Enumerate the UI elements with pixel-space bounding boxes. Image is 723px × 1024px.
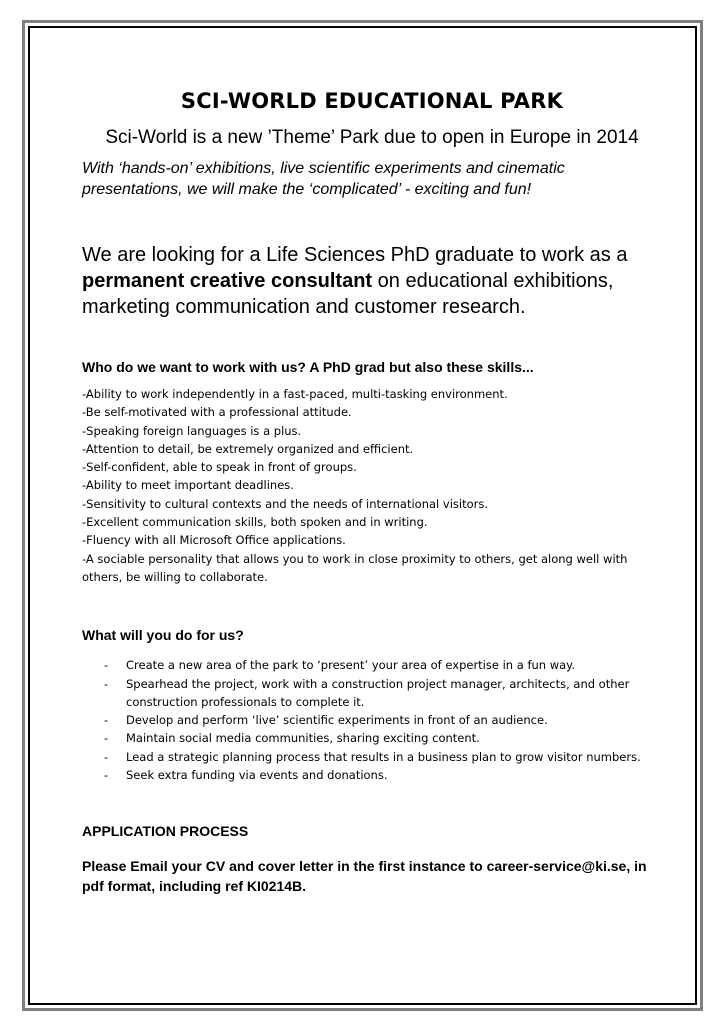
list-item: -Sensitivity to cultural contexts and the needs of international visitors. (82, 496, 489, 511)
list-item: - Create a new area of the park to ‘present’ your area of expertise in a fun way. (82, 656, 662, 674)
duties-heading: What will you do for us? (82, 627, 244, 644)
list-item: -Ability to meet important deadlines. (82, 478, 294, 493)
list-item: -Attention to detail, be extremely organized and efficient. (82, 441, 414, 456)
bullet-dash: - (104, 713, 109, 728)
position-text-before: We are looking for a Life Sciences PhD graduate to work as a (82, 244, 628, 266)
subtitle: Sci-World is a new ’Theme’ Park due to open in Europe in 2014 (105, 127, 639, 148)
list-item: -Be self-motivated with a professional attitude. (82, 405, 352, 420)
bullet-dash: - (104, 731, 109, 746)
list-item: -Fluency with all Microsoft Office applications. (82, 533, 346, 548)
list-item: -A sociable personality that allows you to work in close proximity to others, get along well with others, be willing to collaborate. (82, 551, 628, 584)
bullet-dash: - (104, 768, 109, 783)
position-text-after: on educational exhibitions, marketing communication and customer research. (82, 270, 614, 318)
list-item: - Develop and perform ‘live’ scientific experiments in front of an audience. (82, 711, 662, 729)
job-advert (82, 86, 662, 896)
list-item: - Maintain social media communities, sharing exciting content. (82, 729, 662, 747)
application-heading: APPLICATION PROCESS (82, 823, 249, 840)
bullet-dash: - (104, 749, 109, 764)
intro-text: With ‘hands-on’ exhibitions, live scientific experiments and cinematic presentations, we will make the ‘complicated’ - exciting and fun! (82, 160, 565, 198)
page-title: SCI-WORLD EDUCATIONAL PARK (180, 89, 564, 113)
list-item: - Seek extra funding via events and donations. (82, 766, 662, 784)
skills-heading: Who do we want to work with us? A PhD grad but also these skills... (82, 359, 534, 375)
application-instructions: Please Email your CV and cover letter in the first instance to career-service@ki.se, in pdf format, including ref KI0214B. (82, 858, 647, 895)
skills-list (82, 385, 662, 586)
position-description (82, 242, 662, 320)
bullet-dash: - (104, 676, 109, 691)
duties-list (82, 656, 662, 784)
list-item: -Excellent communication skills, both spoken and in writing. (82, 515, 428, 530)
list-item: -Ability to work independently in a fast-paced, multi-tasking environment. (82, 387, 508, 401)
list-item: - Spearhead the project, work with a construction project manager, architects, and other construction professionals to complete it. (104, 676, 630, 709)
position-title: permanent creative consultant (82, 270, 373, 292)
list-item: -Self-confident, able to speak in front of groups. (82, 460, 357, 475)
bullet-dash: - (104, 658, 109, 673)
list-item: -Speaking foreign languages is a plus. (82, 423, 302, 438)
list-item: - Lead a strategic planning process that results in a business plan to grow visitor numbers. (82, 748, 662, 766)
